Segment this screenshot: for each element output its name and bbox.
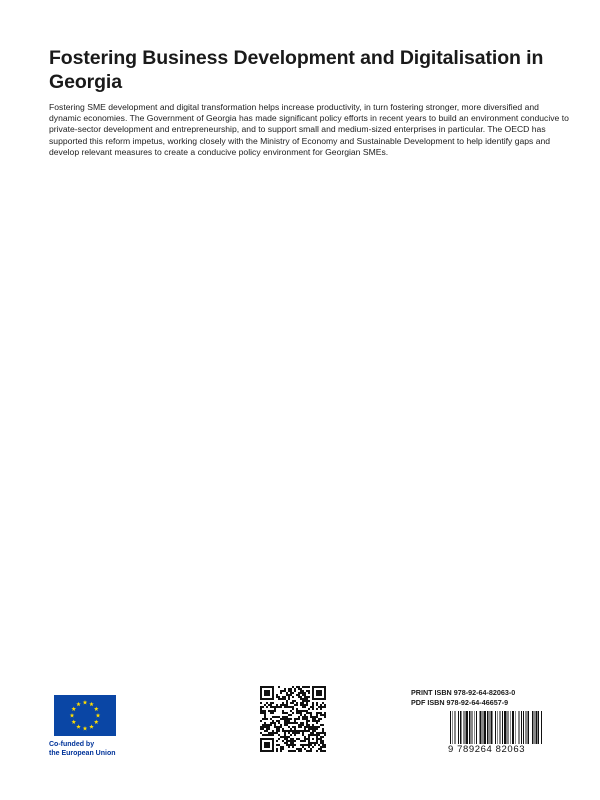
- eu-flag-icon: [54, 695, 116, 736]
- qr-code-icon: [260, 686, 326, 752]
- eu-star-icon: [71, 707, 76, 711]
- isbn-block: [411, 688, 561, 708]
- print-isbn: PRINT ISBN 978-92-64-82063-0: [411, 688, 516, 697]
- eu-caption: [49, 740, 129, 758]
- pdf-isbn: PDF ISBN 978-92-64-46657-9: [411, 698, 509, 707]
- eu-caption-line1: Co-funded by: [49, 741, 95, 748]
- eu-star-icon: [76, 724, 81, 728]
- eu-star-icon: [89, 702, 94, 706]
- eu-caption-line2: the European Union: [49, 750, 116, 757]
- eu-star-icon: [89, 724, 94, 728]
- cover-title: Fostering Business Development and Digitalisation in Georgia: [49, 47, 544, 93]
- eu-star-icon: [94, 707, 99, 711]
- barcode-digits: 9 789264 82063: [444, 744, 568, 755]
- cover-summary: Fostering SME development and digital transformation helps increase productivity, in turn fostering stronger, more diversified and dynamic economies. The Government of Georgia has made significant policy efforts in recent years to build an environment conducive to private-sector development and entrepreneurship, and to support small and medium-sized enterprises in particular. The OECD has supported this reform impetus, working closely with the Ministry of Economy and Sustainable Development to help identify gaps and develop relevant measures to create a conducive policy environment for Georgian SMEs.: [49, 102, 569, 157]
- eu-star-icon: [70, 713, 75, 717]
- eu-stars-icon: [54, 695, 116, 736]
- eu-star-icon: [76, 702, 81, 706]
- eu-star-icon: [96, 713, 101, 717]
- eu-star-icon: [71, 720, 76, 724]
- eu-star-icon: [83, 726, 88, 730]
- eu-star-icon: [83, 700, 88, 704]
- eu-star-icon: [94, 720, 99, 724]
